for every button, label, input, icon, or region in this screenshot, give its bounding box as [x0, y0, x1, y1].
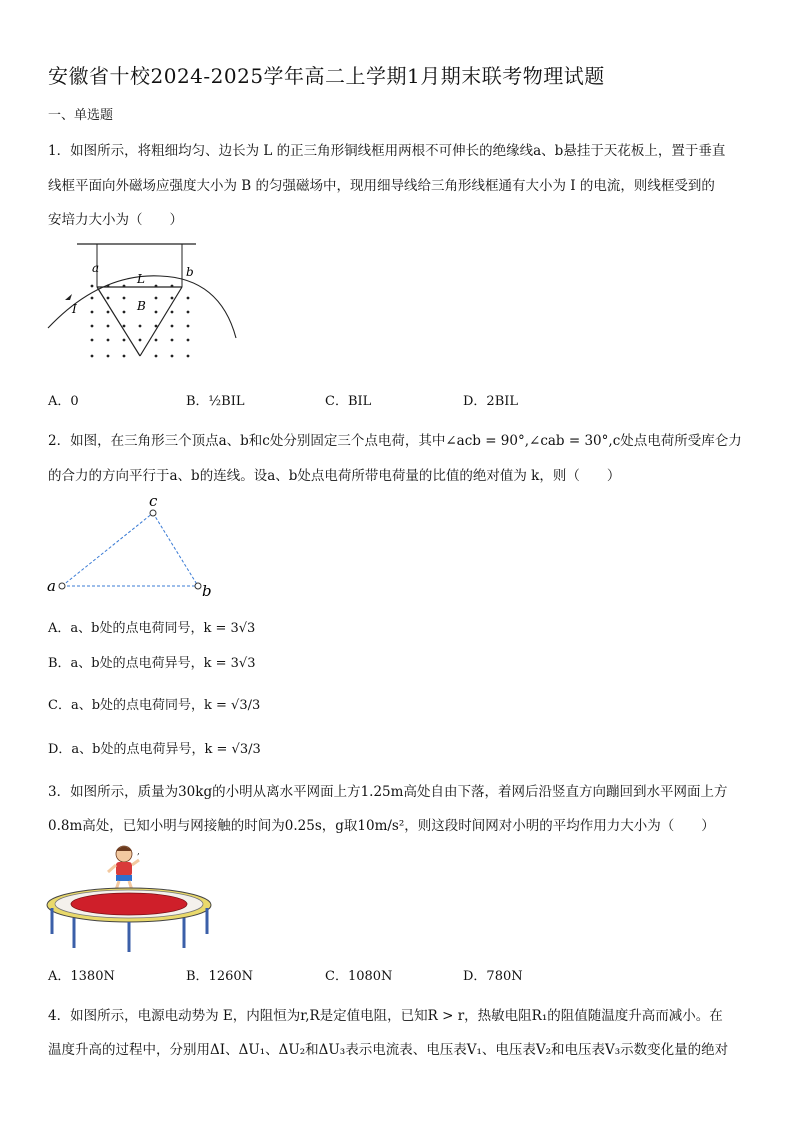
page-title: 安徽省十校2024-2025学年高二上学期1月期末联考物理试题 — [48, 64, 605, 88]
boy-figure — [108, 846, 140, 890]
q2-figure — [44, 494, 224, 604]
q1-text-line: 安培力大小为（ ） — [48, 212, 183, 228]
q1-text-line: 线框平面向外磁场应强度大小为 B 的匀强磁场中，现用细导线给三角形线框通有大小为 I 的电流，则线框受到的 — [48, 178, 715, 194]
q1-option-a: A．0 — [48, 394, 79, 409]
q2-label-b: b — [202, 582, 212, 600]
q3-option-b: B．1260N — [186, 969, 254, 984]
q1-option-b: B．½BIL — [186, 394, 245, 409]
q2-option-c: C．a、b处的点电荷同号，k = √3/3 — [48, 698, 261, 713]
q1-label-L: L — [137, 272, 145, 286]
q3-option-a: A．1380N — [48, 969, 115, 984]
q4-text-line: 温度升高的过程中，分别用ΔI、ΔU₁、ΔU₂和ΔU₃表示电流表、电压表V₁、电压表V₂和电压表V₃示数变化量的绝对 — [48, 1042, 729, 1058]
q2-label-c: c — [149, 492, 158, 510]
q3-option-c: C．1080N — [325, 969, 393, 984]
q2-text-line: 的合力的方向平行于a、b的连线。设a、b处点电荷所带电荷量的比值的绝对值为 k，则（ ） — [48, 468, 621, 484]
q1-label-I: I — [72, 302, 77, 316]
q2-option-b: B．a、b处的点电荷异号，k = 3√3 — [48, 656, 256, 671]
q2-option-d: D．a、b处的点电荷异号，k = √3/3 — [48, 742, 261, 757]
q1-text-line: 1．如图所示，将粗细均匀、边长为 L 的正三角形铜线框用两根不可伸长的绝缘线a、b悬挂于天花板上，置于垂直 — [48, 143, 726, 159]
q1-label-b: b — [186, 265, 194, 279]
magnetic-field-dots — [91, 285, 190, 358]
q2-option-a: A．a、b处的点电荷同号，k = 3√3 — [48, 621, 256, 636]
q1-option-d: D．2BIL — [463, 394, 519, 409]
section-heading: 一、单选题 — [48, 108, 114, 123]
q3-text-line: 3．如图所示，质量为30kg的小明从离水平网面上方1.25m高处自由下落，着网后沿竖直方向蹦回到水平网面上方 — [48, 784, 728, 800]
trampoline-illustration — [44, 840, 224, 955]
q3-option-d: D．780N — [463, 969, 523, 984]
q3-text-line: 0.8m高处，已知小明与网接触的时间为0.25s，g取10m/s²，则这段时间网对小明的平均作用力大小为（ ） — [48, 818, 715, 834]
q4-text-line: 4．如图所示，电源电动势为 E，内阻恒为r,R是定值电阻，已知R > r，热敏电阻R₁的阻值随温度升高而减小。在 — [48, 1008, 723, 1024]
q1-option-c: C．BIL — [325, 394, 372, 409]
q1-label-a: a — [92, 261, 100, 275]
q1-label-B: B — [137, 299, 146, 313]
q2-label-a: a — [47, 577, 56, 595]
q1-figure — [40, 238, 300, 368]
svg-text:,: , — [137, 847, 140, 857]
q2-text-line: 2．如图，在三角形三个顶点a、b和c处分别固定三个点电荷，其中∠acb = 90°,∠cab = 30°,c处点电荷所受库仑力 — [48, 433, 742, 449]
